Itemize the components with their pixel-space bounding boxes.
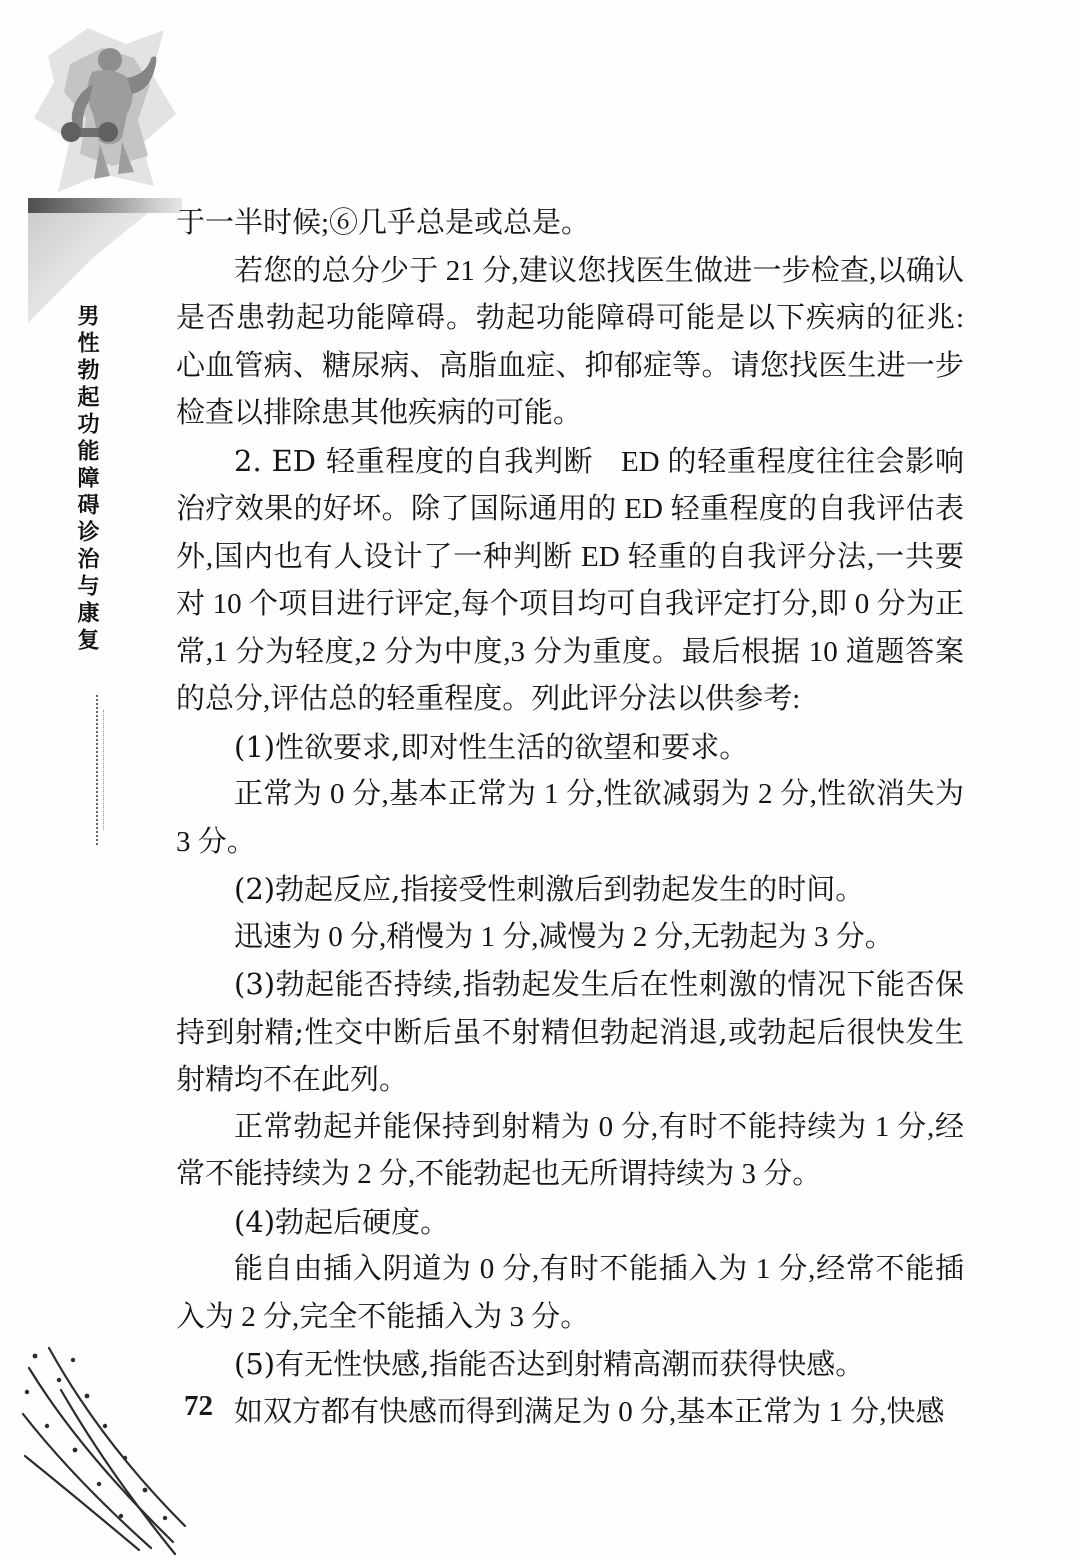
paragraph-score-3: 正常勃起并能保持到射精为 0 分,有时不能持续为 1 分,经常不能持续为 2 分,不能勃起也无所谓持续为 3 分。 — [176, 1110, 964, 1190]
paragraph-item-5: (5)有无性快感,指能否达到射精高潮而获得快感。 — [234, 1347, 865, 1381]
book-spine-title: 男性勃起功能障碍诊治与康复 — [75, 304, 100, 655]
paragraph-item-3: (3)勃起能否持续,指勃起发生后在性刺激的情况下能否保持到射精;性交中断后虽不射精但勃起消退,或勃起后很快发生射精均不在此列。 — [176, 967, 964, 1096]
decorative-gradient-bar — [28, 198, 182, 213]
paragraph-score-1: 正常为 0 分,基本正常为 1 分,性欲减弱为 2 分,性欲消失为 3 分。 — [176, 778, 964, 858]
paragraph-item-2: (2)勃起反应,指接受性刺激后到勃起发生的时间。 — [234, 872, 865, 906]
paragraph: 若您的总分少于 21 分,建议您找医生做进一步检查,以确认是否患勃起功能障碍。勃起功能障碍可能是以下疾病的征兆:心血管病、糖尿病、高脂血症、抑郁症等。请您找医生进一步检查以排除患其他疾病的可能。 — [176, 254, 964, 429]
paragraph-item-1: (1)性欲要求,即对性生活的欲望和要求。 — [234, 729, 749, 764]
paragraph-item-4: (4)勃起后硬度。 — [234, 1204, 450, 1239]
decorative-dotted-line-thin — [103, 710, 104, 830]
page-number: 72 — [184, 1390, 213, 1422]
decorative-dotted-line — [96, 695, 98, 845]
bodybuilder-illustration — [30, 22, 190, 202]
section-heading: 2. ED 轻重程度的自我判断 — [234, 443, 594, 478]
main-text-column — [176, 200, 964, 1436]
paragraph-score-4: 能自由插入阴道为 0 分,有时不能插入为 1 分,经常不能插入为 2 分,完全不能插入为 3 分。 — [176, 1253, 964, 1333]
paragraph-section-2 — [176, 438, 964, 724]
paragraph-score-5: 如双方都有快感而得到满足为 0 分,基本正常为 1 分,快感 — [234, 1395, 945, 1428]
paragraph-continuation: 于一半时候;⑥几乎总是或总是。 — [176, 207, 591, 239]
section-body: ED 的轻重程度往往会影响治疗效果的好坏。除了国际通用的 ED 轻重程度的自我评估表外,国内也有人设计了一种判断 ED 轻重的自我评分法,一共要对 10 个项目进行评定,每个项目均可自我评定打分,即 0 分为正常,1 分为轻度,2 分为中度,3 分为重度。最后根据 10 道题答案的总分,评估总的轻重程度。列此评分法以供参考: — [176, 445, 964, 715]
bodybuilder-icon — [30, 22, 190, 202]
paragraph-score-2: 迅速为 0 分,稍慢为 1 分,减慢为 2 分,无勃起为 3 分。 — [234, 920, 894, 953]
